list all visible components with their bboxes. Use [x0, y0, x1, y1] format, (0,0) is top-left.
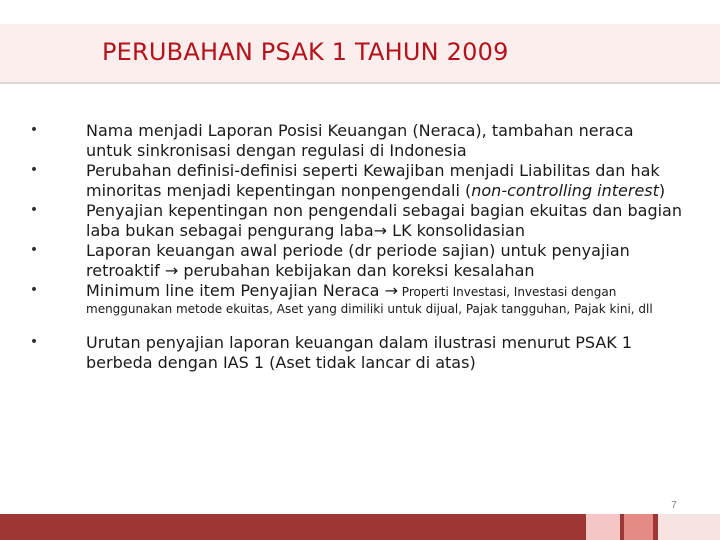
bullet-italic-term: non-controlling interest [471, 181, 659, 200]
bullet-text-segment: ) [658, 181, 666, 200]
bullet-text [86, 161, 684, 201]
bullet-text: Urutan penyajian laporan keuangan dalam ilustrasi menurut PSAK 1 berbeda dengan IAS 1 (Aset tidak lancar di atas) [86, 333, 633, 372]
bullet-text-segment: Penyajian kepentingan non pengendali sebagai bagian ekuitas dan bagian laba bukan sebagai pengurang laba [86, 201, 682, 240]
bullet-item-noncontrolling-presentation [0, 201, 720, 241]
bullet-small-text: Properti Investasi, Investasi dengan [397, 285, 617, 299]
bullet-item-opening-period-report [0, 241, 720, 281]
bullet-text [86, 201, 684, 241]
bullet-text: Nama menjadi Laporan Posisi Keuangan (Neraca), tambahan neraca untuk sinkronisasi dengan regulasi di Indonesia [86, 121, 634, 160]
bullet-marker: • [29, 162, 39, 178]
bullet-list [0, 121, 720, 373]
bullet-item-name-change [0, 121, 720, 161]
bullet-text-segment: Laporan keuangan awal periode (dr periode sajian) untuk penyajian retroaktif [86, 241, 630, 280]
bullet-text-segment: perubahan kebijakan dan koreksi kesalahan [178, 261, 535, 280]
right-arrow-icon: → [384, 281, 398, 300]
slide-title: PERUBAHAN PSAK 1 TAHUN 2009 [102, 38, 509, 66]
bullet-item-presentation-order [0, 333, 720, 373]
bullet-text [86, 241, 684, 281]
bullet-marker: • [29, 122, 39, 138]
right-arrow-icon: → [373, 221, 388, 240]
bullet-marker: • [29, 202, 39, 218]
footer-accent-block [586, 514, 620, 540]
bullet-text [86, 281, 684, 318]
footer-accent-block [658, 514, 720, 540]
page-number: 7 [671, 500, 677, 511]
bullet-text-segment: Minimum line item Penyajian Neraca [86, 281, 385, 300]
right-arrow-icon: → [164, 261, 179, 280]
bullet-marker: • [29, 242, 39, 258]
bullet-small-text-continued: menggunakan metode ekuitas, Aset yang dimiliki untuk dijual, Pajak tangguhan, Pajak kini, dll [86, 302, 653, 316]
title-divider [0, 82, 720, 84]
bullet-marker: • [29, 334, 39, 350]
bullet-marker: • [29, 282, 39, 298]
bullet-item-minimum-line-items [0, 281, 720, 318]
bullet-item-definition-change [0, 161, 720, 201]
bullet-text-segment: Perubahan definisi-definisi seperti Kewajiban menjadi Liabilitas dan hak minoritas menjadi kepentingan nonpengendali ( [86, 161, 660, 200]
bullet-text-segment: LK konsolidasian [387, 221, 525, 240]
footer-accent-block [624, 514, 653, 540]
